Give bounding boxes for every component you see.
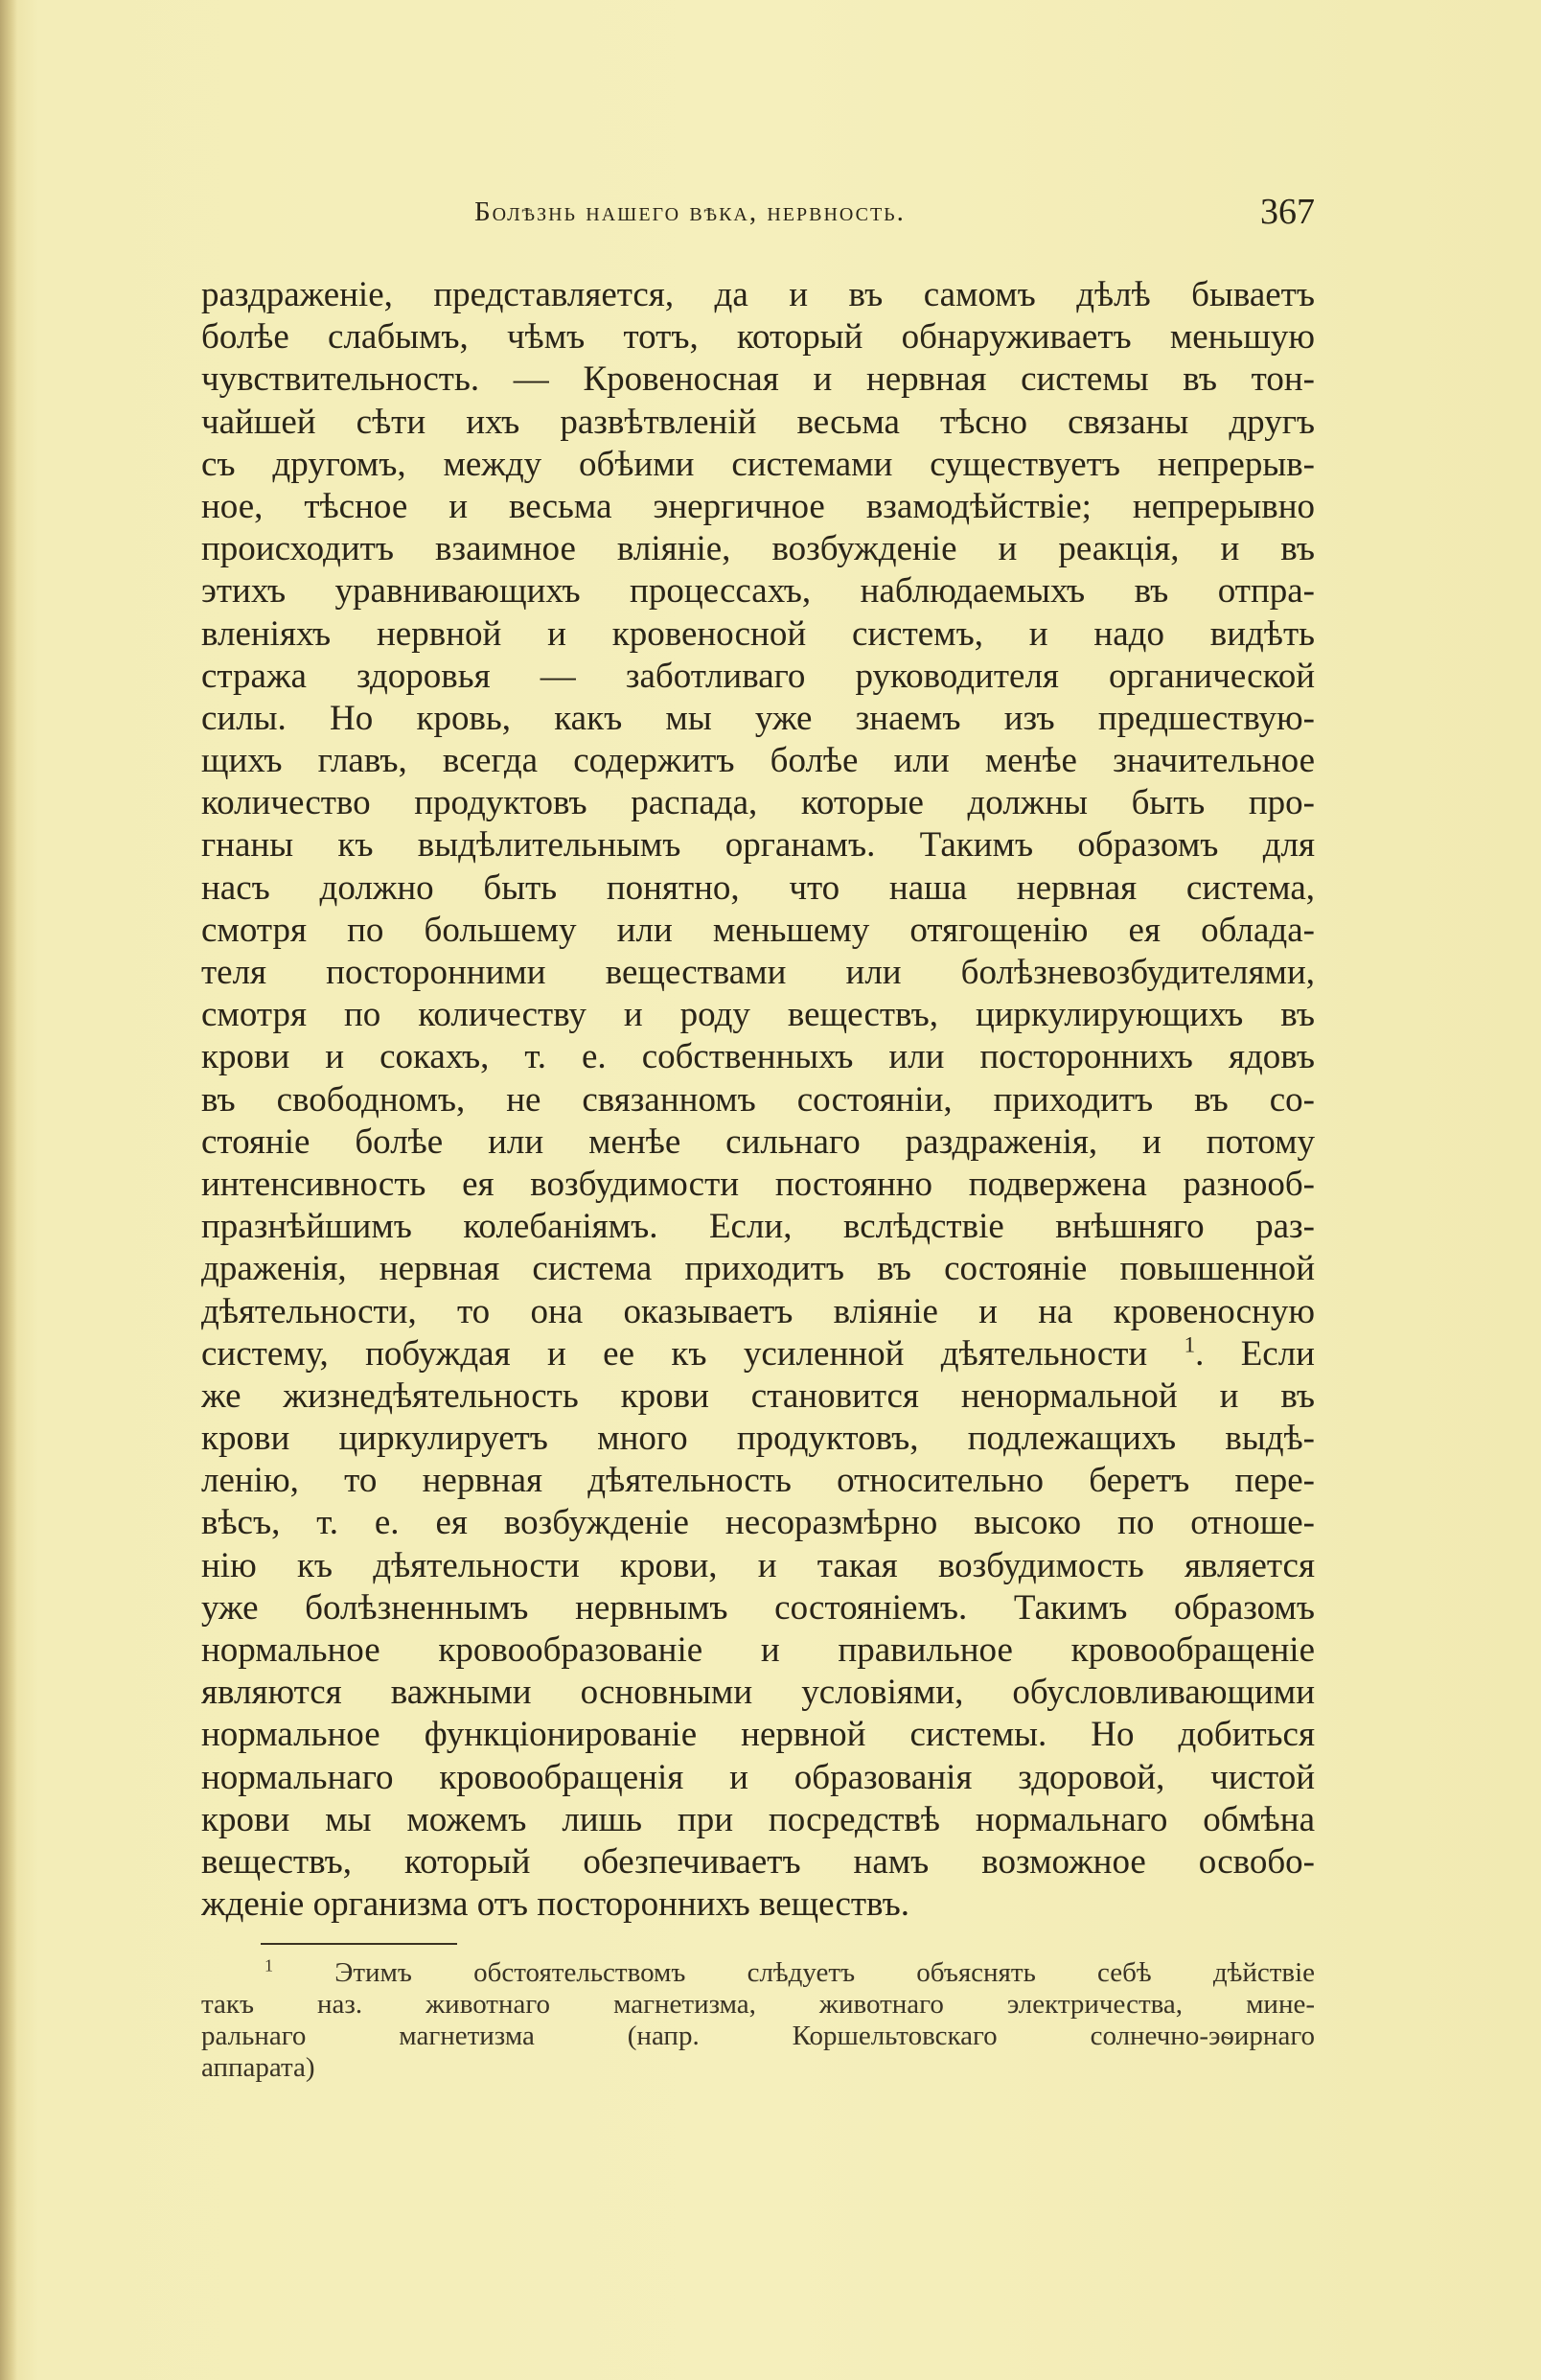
text-line: стояніе болѣе или менѣе сильнаго раздраженія, и потому	[201, 1121, 1315, 1162]
text-line: чайшей сѣти ихъ развѣтвленій весьма тѣсно связаны другъ	[201, 402, 1315, 442]
page-edge	[0, 0, 17, 2380]
body-text	[201, 274, 1315, 1926]
running-head	[201, 192, 1315, 244]
text-line: празнѣйшимъ колебаніямъ. Если, вслѣдствіе внѣшняго раз-	[201, 1207, 1315, 1247]
text-line: вленіяхъ нервной и кровеносной системъ, и надо видѣть	[201, 613, 1315, 654]
footnote-line	[201, 1957, 1315, 1989]
text-line: теля посторонними веществами или болѣзневозбудителями,	[201, 953, 1315, 992]
text-line: гнаны къ выдѣлительнымъ органамъ. Такимъ образомъ для	[201, 825, 1315, 866]
text-line: болѣе слабымъ, чѣмъ тотъ, который обнаруживаетъ меньшую	[201, 317, 1315, 358]
text-line: крови циркулируетъ много продуктовъ, подлежащихъ выдѣ-	[201, 1419, 1315, 1459]
text-line: драженія, нервная система приходитъ въ состояніе повышенной	[201, 1249, 1315, 1289]
text-line: дѣятельности, то она оказываетъ вліяніе и на кровеносную	[201, 1291, 1315, 1331]
text-line-tail: . Если	[1195, 1333, 1315, 1374]
text-line-with-footnote	[201, 1333, 1315, 1375]
text-line: нормальнаго кровообращенія и образованія здоровой, чистой	[201, 1757, 1315, 1797]
footnote-marker: 1	[264, 1957, 273, 1976]
text-line: силы. Но кровь, какъ мы уже знаемъ изъ предшествую-	[201, 698, 1315, 738]
footnote-line: такъ наз. животнаго магнетизма, животнаго электричества, мине-	[201, 1989, 1315, 2020]
text-line: происходитъ взаимное вліяніе, возбужденіе и реакція, и въ	[201, 529, 1315, 569]
text-line: насъ должно быть понятно, что наша нервная система,	[201, 867, 1315, 908]
text-line: ленію, то нервная дѣятельность относительно беретъ пере-	[201, 1461, 1315, 1501]
text-line: вѣсъ, т. е. ея возбужденіе несоразмѣрно высоко по отноше-	[201, 1503, 1315, 1543]
text-line: интенсивность ея возбудимости постоянно подвержена разнооб-	[201, 1164, 1315, 1204]
text-line-segment: систему, побуждая и ее къ усиленной дѣятельности	[201, 1333, 1148, 1374]
text-line: раздраженіе, представляется, да и въ самомъ дѣлѣ бываетъ	[201, 275, 1315, 314]
footnote-line: аппарата)	[201, 2052, 315, 2083]
text-line-last: жденіе организма отъ постороннихъ веществъ.	[201, 1884, 909, 1925]
text-line: же жизнедѣятельность крови становится ненормальной и въ	[201, 1375, 1315, 1416]
running-title: Болѣзнь нашего вѣка, нервность.	[474, 196, 906, 227]
text-line: съ другомъ, между обѣими системами существуетъ непрерыв-	[201, 444, 1315, 484]
text-line: веществъ, который обезпечиваетъ намъ возможное освобо-	[201, 1841, 1315, 1882]
footnote-line: ральнаго магнетизма (напр. Коршельтовскаго солнечно-эѳирнаго	[201, 2021, 1315, 2051]
text-line: стража здоровья — заботливаго руководителя органической	[201, 656, 1315, 696]
page-number: 367	[1260, 192, 1315, 232]
text-line: щихъ главъ, всегда содержитъ болѣе или менѣе значительное	[201, 741, 1315, 781]
text-line: крови и сокахъ, т. е. собственныхъ или постороннихъ ядовъ	[201, 1037, 1315, 1077]
footnote-separator	[261, 1943, 457, 1945]
text-line: нормальное функціонированіе нервной системы. Но добиться	[201, 1715, 1315, 1755]
footnotes	[201, 1957, 1315, 2084]
text-line: смотря по большему или меньшему отягощенію ея облада-	[201, 910, 1315, 950]
text-line: чувствительность. — Кровеносная и нервная системы въ тон-	[201, 359, 1315, 400]
text-line: нію къ дѣятельности крови, и такая возбудимость является	[201, 1545, 1315, 1585]
text-line: смотря по количеству и роду веществъ, циркулирующихъ въ	[201, 995, 1315, 1035]
footnote-text: Этимъ обстоятельствомъ слѣдуетъ объяснять себѣ дѣйствіе	[334, 1957, 1315, 1988]
text-line: ное, тѣсное и весьма энергичное взамодѣйствіе; непрерывно	[201, 486, 1315, 526]
text-line: въ свободномъ, не связанномъ состояніи, приходитъ въ со-	[201, 1079, 1315, 1120]
text-line: являются важными основными условіями, обусловливающими	[201, 1673, 1315, 1713]
footnote-reference[interactable]: 1	[1184, 1332, 1196, 1357]
text-line: количество продуктовъ распада, которые должны быть про-	[201, 783, 1315, 823]
text-line: этихъ уравнивающихъ процессахъ, наблюдаемыхъ въ отпра-	[201, 571, 1315, 612]
text-line: нормальное кровообразованіе и правильное кровообращеніе	[201, 1630, 1315, 1670]
text-line: крови мы можемъ лишь при посредствѣ нормальнаго обмѣна	[201, 1799, 1315, 1839]
text-line: уже болѣзненнымъ нервнымъ состояніемъ. Такимъ образомъ	[201, 1587, 1315, 1628]
